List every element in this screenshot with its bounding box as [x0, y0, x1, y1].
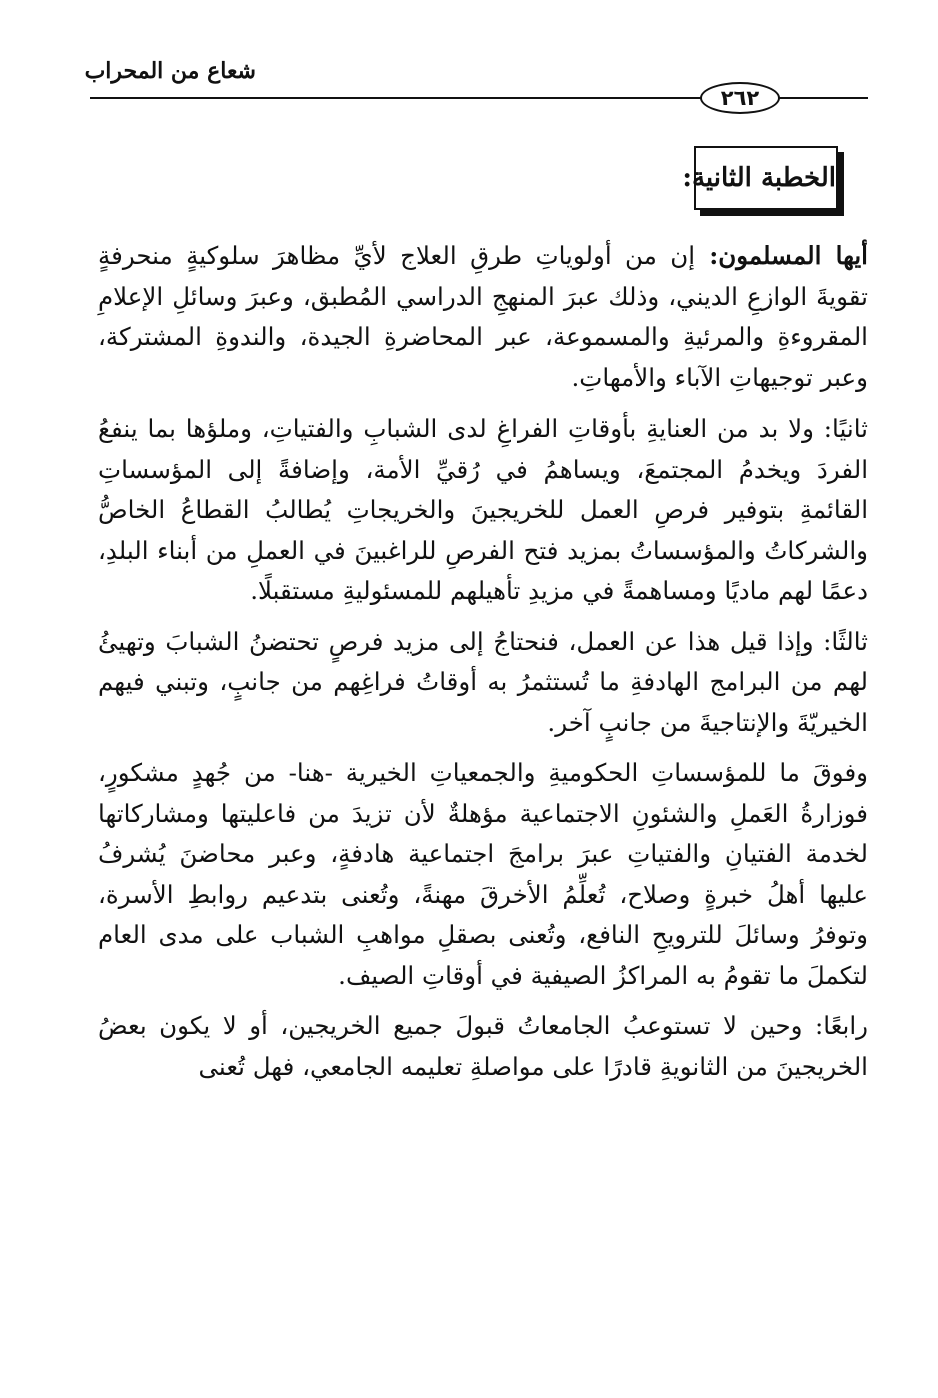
section-heading-box — [682, 146, 838, 210]
paragraph-2 — [98, 409, 868, 612]
paragraph-lead: أيها المسلمون: — [695, 241, 868, 270]
paragraph-text: رابعًا: وحين لا تستوعبُ الجامعاتُ قبولَ جميع الخريجين، أو لا يكون بعضُ الخريجينَ من الثانويةِ قادرًا على مواصلةِ تعليمه الجامعي، فهل تُعنى — [98, 1011, 868, 1081]
paragraph-text: ثانيًا: ولا بد من العنايةِ بأوقاتِ الفراغِ لدى الشبابِ والفتياتِ، وملؤها بما ينفعُ الفردَ ويخدمُ المجتمعَ، ويساهمُ في رُقيِّ الأمة، وإضافةً إلى المؤسساتِ القائمةِ بتوفير فرصِ العمل للخريجينَ والخريجاتِ يُطالبُ القطاعُ الخاصُّ والشركاتُ والمؤسساتُ بمزيد فتح الفرصِ للراغبينَ في العملِ من أبناء البلدِ، دعمًا لهم ماديًا ومساهمةً في مزيدِ تأهيلهم للمسئوليةِ مستقبلًا. — [98, 414, 868, 605]
paragraph-1 — [98, 236, 868, 398]
paragraph-5 — [98, 1006, 868, 1087]
page-number: ٢٦٢ — [700, 82, 780, 114]
paragraph-4 — [98, 753, 868, 996]
running-title: شعاع من المحراب — [84, 58, 256, 84]
paragraph-text: إن من أولوياتِ طرقِ العلاج لأيِّ مظاهرَ سلوكيةٍ منحرفةٍ تقويةَ الوازعِ الديني، وذلك عبرَ المنهجِ الدراسي المُطبق، وعبرَ وسائلِ الإعلامِ المقروءةِ والمرئيةِ والمسموعة، عبر المحاضرةِ الجيدة، والندوةِ المشتركة، وعبر توجيهاتِ الآباء والأمهاتِ. — [98, 241, 868, 392]
body-text — [98, 236, 868, 1097]
paragraph-text: ثالثًا: وإذا قيل هذا عن العمل، فنحتاجُ إلى مزيد فرصٍ تحتضنُ الشبابَ وتهيئُ لهم من البرامج الهادفةِ ما تُستثمرُ به أوقاتُ فراغِهم من جانبٍ، وتبني فيهم الخيريّةَ والإنتاجيةَ من جانبٍ آخر. — [98, 626, 868, 737]
paragraph-3 — [98, 622, 868, 744]
section-heading: الخطبة الثانية: — [682, 163, 836, 193]
paragraph-text: وفوقَ ما للمؤسساتِ الحكوميةِ والجمعياتِ الخيرية -هنا- من جُهدٍ مشكورٍ، فوزارةُ العَملِ والشئونِ الاجتماعية مؤهلةٌ لأن تزيدَ من فاعليتها ومشاركاتها لخدمة الفتيانِ والفتياتِ عبرَ برامجَ اجتماعية هادفةٍ، وعبر محاضنَ يُشرفُ عليها أهلُ خبرةٍ وصلاح، تُعلِّمُ الأخرقَ مهنةً، وتُعنى بتدعيم روابطِ الأسرة، وتوفرُ وسائلَ للترويحِ النافع، وتُعنى بصقلِ مواهبِ الشباب على مدى العام لتكملَ ما تقومُ به المراكزُ الصيفية في أوقاتِ الصيف. — [98, 758, 868, 990]
